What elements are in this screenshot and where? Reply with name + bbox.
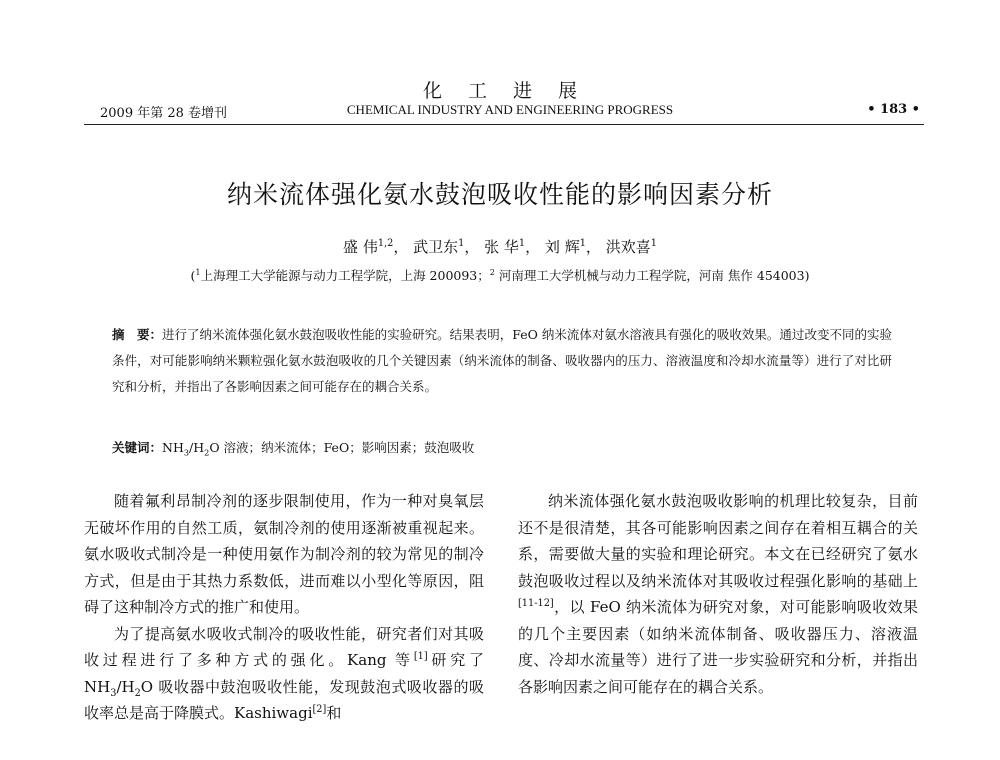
subscript: 3 <box>110 687 117 699</box>
keyword-subscript: 3 <box>183 447 190 458</box>
abstract-label: 摘 要： <box>112 327 163 342</box>
body-column-left <box>84 488 484 727</box>
header-rule <box>84 124 924 125</box>
author-name: 洪欢喜 <box>605 238 651 256</box>
abstract <box>112 322 892 400</box>
author-affil-mark: 1 <box>518 238 526 249</box>
page-number: • 183 • <box>867 102 920 117</box>
keywords <box>112 437 892 459</box>
keyword-text: /H <box>189 440 205 455</box>
author-name: 武卫东 <box>413 238 459 256</box>
body-paragraph <box>518 488 918 700</box>
citation: [1] <box>413 651 428 662</box>
paragraph-text: 为了提高氨水吸收式制冷的吸收性能，研究者们对其吸收过程进行了多种方式的强化。Kang 等 <box>84 624 484 669</box>
citation: [11-12] <box>518 598 554 609</box>
paragraph-text: 研究了 NH <box>84 651 484 696</box>
author-list: 盛 伟$^{1,2}$， 武卫东$^1$， 张 华$^1$， 刘 辉$^1$， 洪欢喜$^1$ <box>343 238 657 256</box>
paragraph-text: O 吸收器中鼓泡吸收性能，发现鼓泡式吸收器的吸收率总是高于降膜式。Kashiwagi <box>84 677 484 722</box>
author-affil-mark: 1,2 <box>377 238 394 249</box>
author-name: 盛 伟 <box>343 238 378 256</box>
paragraph-text: ，以 FeO 纳米流体为研究对象，对可能影响吸收效果的几个主要因素（如纳米流体制备、吸收器压力、溶液温度、冷却水流量等）进行了进一步实验研究和分析，并指出各影响因素之间可能存在的耦合关系。 <box>518 598 918 696</box>
affil-mark: 2 <box>489 266 495 277</box>
affiliation: 上海理工大学能源与动力工程学院，上海 200093； <box>200 268 490 283</box>
affil-mark: 1 <box>195 266 201 277</box>
paragraph-text: 纳米流体强化氨水鼓泡吸收影响的机理比较复杂，目前还不是很清楚，其各可能影响因素之间存在着相互耦合的关系，需要做大量的实验和理论研究。本文在已经研究了氨水鼓泡吸收过程以及纳米流体对其吸收过程强化影响的基础上 <box>518 492 918 590</box>
journal-name-cn: 化工进展 <box>422 80 603 102</box>
citation: [2] <box>312 704 327 715</box>
affiliation: 河南理工大学机械与动力工程学院，河南 焦作 454003 <box>498 268 805 283</box>
journal-issue: 2009 年第 28 卷增刊 <box>100 106 228 121</box>
subscript: 2 <box>134 687 141 699</box>
author-affil-mark: 1 <box>650 238 657 249</box>
keyword-text: O 溶液； <box>209 440 262 455</box>
body-paragraph <box>84 621 484 727</box>
keyword-subscript: 2 <box>204 447 210 458</box>
author-name: 张 华 <box>484 238 519 256</box>
article-title: 纳米流体强化氨水鼓泡吸收性能的影响因素分析 <box>226 180 773 209</box>
running-header <box>100 102 920 124</box>
author-name: 刘 辉 <box>544 238 580 256</box>
body-column-right <box>518 488 918 700</box>
paragraph-text: 和 <box>326 704 342 722</box>
journal-name-en: CHEMICAL INDUSTRY AND ENGINEERING PROGRESS <box>346 102 674 117</box>
affiliations: ($^1$上海理工大学能源与动力工程学院，上海 200093；$^2$ 河南理工大学机械与动力工程学院，河南 焦作 454003) <box>190 266 810 283</box>
keywords-label: 关键词： <box>112 440 163 455</box>
keyword-text: 纳米流体；FeO；影响因素；鼓泡吸收 <box>261 440 475 455</box>
keyword-text: NH <box>162 440 184 455</box>
body-paragraph: 随着氟利昂制冷剂的逐步限制使用，作为一种对臭氧层无破坏作用的自然工质，氨制冷剂的使用逐渐被重视起来。氨水吸收式制冷是一种使用氨作为制冷剂的较为常见的制冷方式，但是由于其热力系数低，进而难以小型化等原因，阻碍了这种制冷方式的推广和使用。 <box>84 492 484 616</box>
author-affil-mark: 1 <box>579 238 586 249</box>
abstract-text: 进行了纳米流体强化氨水鼓泡吸收性能的实验研究。结果表明，FeO 纳米流体对氨水溶液具有强化的吸收效果。通过改变不同的实验条件，对可能影响纳米颗粒强化氨水鼓泡吸收的几个关键因素（纳米流体的制备、吸收器内的压力、溶液温度和冷却水流量等）进行了对比研究和分析，并指出了各影响因素之间可能存在的耦合关系。 <box>112 327 892 394</box>
author-affil-mark: 1 <box>458 238 465 249</box>
paragraph-text: /H <box>116 677 135 696</box>
